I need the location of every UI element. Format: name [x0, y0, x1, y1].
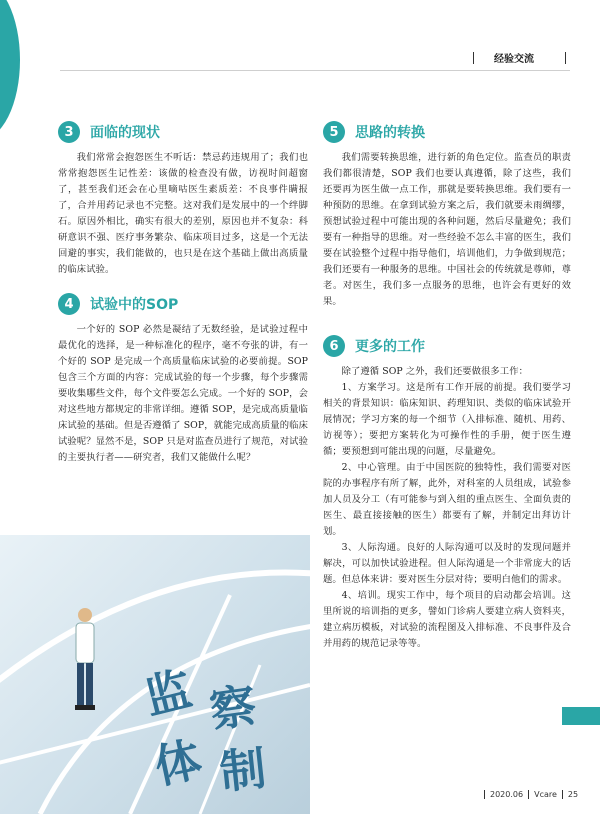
footer-divider — [562, 790, 563, 799]
header-divider — [473, 52, 474, 64]
image-char: 体 — [149, 731, 207, 795]
footer-divider — [528, 790, 529, 799]
body-paragraph: 一个好的 SOP 必然是凝结了无数经验，是试验过程中最优化的选择，是一种标准化的程序，毫不夸张的讲，有一个好的 SOP 是完成一个高质量临床试验的必要前提。SOP 包含三个方面的内容：完成试验的每一个步骤，每个步骤需要收集哪些文件，每个文件要怎么完成。一个好的 SOP，会对这些地方都规定的非常详细。遵循 SOP，是完成高质量临床试验的基础。但是否遵循了 SOP，就能完成高质量的临床试验呢？显然不是，SOP 只是对监查员进行了规范，对试验的主要执行者——研究者，我们又能做什么呢？ — [58, 324, 308, 463]
section-number-badge: 4 — [58, 293, 80, 315]
footer-issue: 2020.06 — [490, 790, 524, 799]
decorative-arc — [0, 0, 20, 140]
header-divider — [565, 52, 566, 64]
body-paragraph: 我们需要转换思维，进行新的角色定位。监查员的职责我们都很清楚，SOP 我们也要认真遵循，除了这些，我们还要再为医生做一点工作，那就是要转换思维。我们要有一种预防的思维。在拿到试验方案之后，我们就要未雨绸缪，预想试验过程中可能出现的各种问题，然后尽量避免；我们要有一种指导的思维。对一些经验不怎么丰富的医生，我们要在试验整个过程中指导他们，培训他们，力争做到规范；我们还要有一种服务的思维。中国社会的传统就是尊师，尊老。对医生，我们多一点服务的思维，也许会有更好的效果。 — [323, 152, 571, 307]
footer-magazine: Vcare — [534, 790, 557, 799]
section-3 — [58, 120, 308, 278]
right-column — [323, 120, 571, 662]
section-5 — [323, 120, 571, 310]
section-6 — [323, 334, 571, 652]
section-heading — [323, 120, 571, 144]
page-footer — [484, 790, 578, 799]
section-4 — [58, 292, 308, 466]
body-paragraph: 3、人际沟通。良好的人际沟通可以及时的发现问题并解决，可以加快试验进程。但人际沟通是一个非常庞大的话题。但总体来讲：要对医生分层对待；要明白他们的需求。 — [323, 542, 571, 585]
footer-page-number: 25 — [567, 790, 579, 799]
body-paragraph: 1、方案学习。这是所有工作开展的前提。我们要学习相关的背景知识：临床知识、药理知识、类似的临床试验开展情况；学习方案的每一个细节（入排标准、随机、用药、访视等）；要把方案转化为可操作性的手册，便于医生遵循；要预想到可能出现的问题，尽量避免。 — [323, 382, 571, 457]
body-paragraph: 2、中心管理。由于中国医院的独特性，我们需要对医院的办事程序有所了解，此外，对科室的人员组成，试验参加人员及分工（有可能参与到入组的重点医生、全面负责的医生、最直接接触的医生）都要有了解，并制定出拜访计划。 — [323, 462, 571, 537]
section-title: 试验中的SOP — [90, 297, 179, 313]
person-figure — [70, 605, 100, 715]
left-column — [58, 120, 308, 476]
section-title: 思路的转换 — [355, 125, 425, 141]
section-number-badge: 5 — [323, 121, 345, 143]
section-header-title: 经验交流 — [494, 54, 534, 65]
header-rule — [60, 70, 570, 71]
section-heading — [323, 334, 571, 358]
section-number-badge: 3 — [58, 121, 80, 143]
image-char: 监 — [139, 661, 197, 725]
section-number-badge: 6 — [323, 335, 345, 357]
section-title: 更多的工作 — [355, 339, 425, 355]
section-heading — [58, 292, 308, 316]
body-paragraph: 4、培训。现实工作中，每个项目的启动都会培训。这里所说的培训指的更多，譬如门诊病人要建立病人资料夹，建立病历模板，对试验的流程图及入排标准、不良事件及合并用药的规范记录等等。 — [323, 590, 571, 649]
footer-divider — [484, 790, 485, 799]
illustration — [0, 535, 310, 814]
image-char: 制 — [217, 740, 269, 800]
section-heading — [58, 120, 308, 144]
body-paragraph: 我们常常会抱怨医生不听话：禁忌药违规用了；我们也常常抱怨医生记性差：该做的检查没有做，访视时间超窗了，甚至我们还会在心里嘀咕医生素质差：不良事件瞒报了，合并用药记录也不完整。这对我们是发展中的一个绊脚石。原因外相比，确实有很大的差别，原因也并不复杂：科研意识不强、医疗事务繁杂、临床项目过多，这是一个无法回避的事实，我们能做的，也只是在这个基础上做出高质量的临床试验。 — [58, 152, 308, 275]
image-char: 察 — [206, 678, 260, 738]
section-title: 面临的现状 — [90, 125, 160, 141]
side-color-tab — [562, 707, 600, 725]
body-paragraph: 除了遵循 SOP 之外，我们还要做很多工作： — [341, 366, 528, 377]
